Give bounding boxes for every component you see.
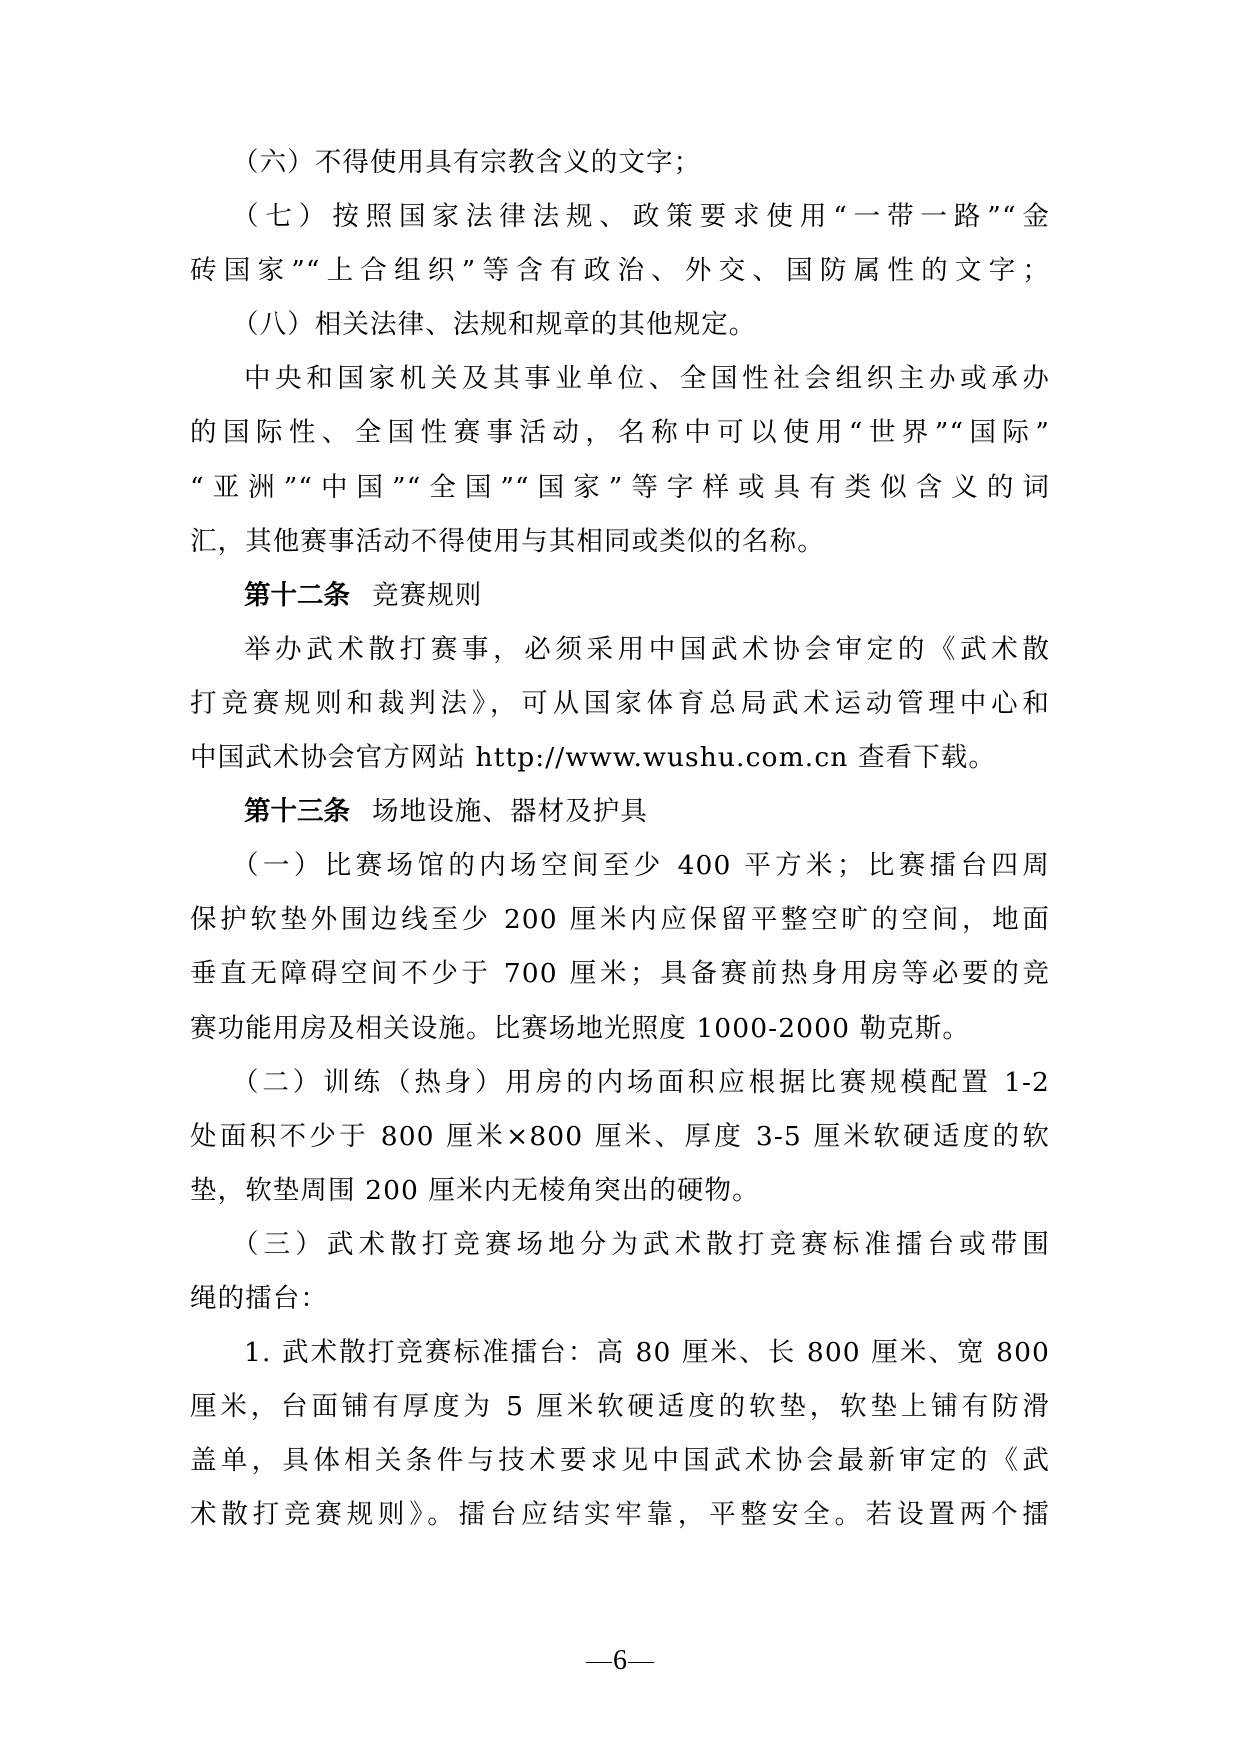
list-item-one: （一）比赛场馆的内场空间至少 400 平方米；比赛擂台四周 xyxy=(232,850,1050,882)
paragraph-line: 保护软垫外围边线至少 200 厘米内应保留平整空旷的空间，地面 xyxy=(190,904,1050,936)
paragraph-line: 绳的擂台： xyxy=(190,1282,328,1314)
paragraph-line: 汇，其他赛事活动不得使用与其相同或类似的名称。 xyxy=(190,525,825,557)
document-page xyxy=(190,136,1050,1542)
article-title: 竞赛规则 xyxy=(372,579,483,611)
list-item-six: （六）不得使用具有宗教含义的文字； xyxy=(232,147,702,178)
article-12-heading xyxy=(190,569,1050,623)
paragraph-line: 的国际性、全国性赛事活动，名称中可以使用“世界”“国际” xyxy=(190,417,1050,449)
page-footer xyxy=(0,1644,1240,1678)
paragraph-line: 术散打竞赛规则》。擂台应结实牢靠，平整安全。若设置两个擂 xyxy=(190,1499,1050,1531)
paragraph-line: 厘米，台面铺有厚度为 5 厘米软硬适度的软垫，软垫上铺有防滑 xyxy=(190,1391,1050,1423)
list-item-seven-cont: 砖国家”“上合组织”等含有政治、外交、国防属性的文字； xyxy=(190,255,1050,287)
dash-left xyxy=(586,1662,612,1663)
sub-item-one: 1. 武术散打竞赛标准擂台：高 80 厘米、长 800 厘米、宽 800 xyxy=(244,1337,1050,1369)
article-number: 第十三条 xyxy=(244,796,350,828)
article-13-heading xyxy=(190,785,1050,839)
list-item-three: （三）武术散打竞赛场地分为武术散打竞赛标准擂台或带围 xyxy=(232,1228,1050,1260)
article-title: 场地设施、器材及护具 xyxy=(372,796,648,828)
paragraph-line-url: 中国武术协会官方网站 http://www.wushu.com.cn 查看下载。 xyxy=(190,742,996,774)
paragraph-line: “亚洲”“中国”“全国”“国家”等字样或具有类似含义的词 xyxy=(190,471,1050,503)
dash-right xyxy=(628,1662,654,1663)
paragraph-line: 垫，软垫周围 200 厘米内无棱角突出的硬物。 xyxy=(190,1174,760,1206)
paragraph-line: 中央和国家机关及其事业单位、全国性社会组织主办或承办 xyxy=(244,363,1050,395)
paragraph-line: 盖单，具体相关条件与技术要求见中国武术协会最新审定的《武 xyxy=(190,1445,1050,1477)
paragraph-line: 举办武术散打赛事，必须采用中国武术协会审定的《武术散 xyxy=(244,633,1050,665)
page-number: 6 xyxy=(613,1645,627,1676)
article-number: 第十二条 xyxy=(244,579,350,611)
paragraph-line: 处面积不少于 800 厘米×800 厘米、厚度 3-5 厘米软硬适度的软 xyxy=(190,1120,1050,1152)
list-item-eight: （八）相关法律、法规和规章的其他规定。 xyxy=(232,309,757,341)
list-item-two: （二）训练（热身）用房的内场面积应根据比赛规模配置 1-2 xyxy=(232,1066,1050,1098)
list-item-seven: （七）按照国家法律法规、政策要求使用“一带一路”“金 xyxy=(232,201,1050,233)
paragraph-line: 赛功能用房及相关设施。比赛场地光照度 1000-2000 勒克斯。 xyxy=(190,1012,970,1044)
paragraph-line: 垂直无障碍空间不少于 700 厘米；具备赛前热身用房等必要的竞 xyxy=(190,958,1050,990)
paragraph-line: 打竞赛规则和裁判法》，可从国家体育总局武术运动管理中心和 xyxy=(190,687,1050,719)
